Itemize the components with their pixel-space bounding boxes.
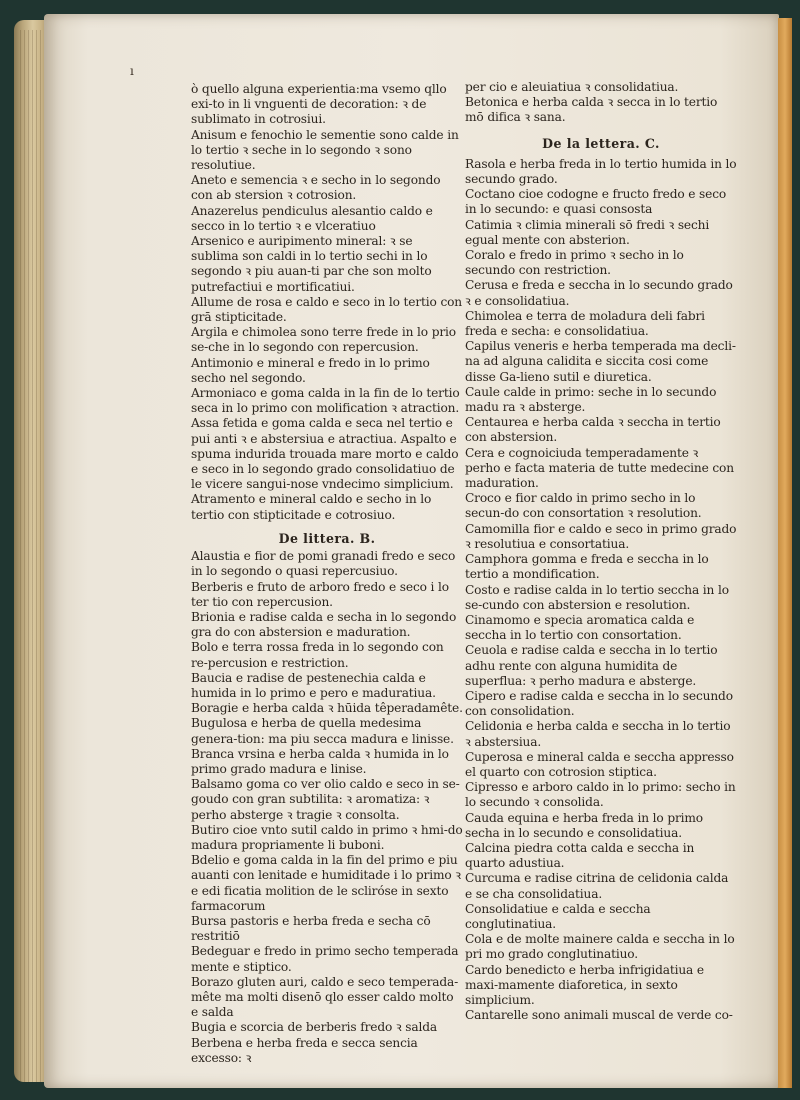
book-fore-edge <box>14 20 48 1082</box>
text-entry: Bursa pastoris e herba freda e secha cō restritiō <box>191 913 431 944</box>
text-entry: Bugia e scorcia de berberis fredo ꝛ salda <box>191 1020 437 1035</box>
text-entry: Atramento e mineral caldo e secho in lo tertio con stipticitade e cotrosiuo. <box>191 492 432 522</box>
text-entry: Croco e fior caldo in primo secho in lo secun-do con consortation ꝛ resolution. <box>465 491 702 521</box>
text-entry: Cantarelle sono animali muscal de verde co- <box>465 1008 733 1023</box>
text-entry: Allume de rosa e caldo e seco in lo tertio con grā stipticitade. <box>191 294 463 325</box>
text-entry: Bdelio e goma calda in la fin del primo e piu auanti con lenitade e humiditade i lo primo ꝛ e edi ficatia molition de le scliróse in sexto farmacorum <box>191 853 461 913</box>
text-entry: Baucia e radise de pestenechia calda e humida in lo primo e pero e maduratiua. <box>191 670 436 700</box>
text-entry: Camomilla fior e caldo e seco in primo grado ꝛ resolutiua e consortatiua. <box>465 521 737 551</box>
text-entry: Cipero e radise calda e seccha in lo secundo con consolidation. <box>465 688 733 719</box>
text-entry: Cera e cognoiciuda temperadamente ꝛ perho e facta materia de tutte medecine con maduration. <box>465 445 734 491</box>
text-entry: Balsamo goma co ver olio caldo e seco in se-goudo con gran subtilita: ꝛ aromatiza: ꝛ perho absterge ꝛ tragie ꝛ consolta. <box>191 777 460 822</box>
text-entry: Cipresso e arboro caldo in lo primo: secho in lo secundo ꝛ consolida. <box>465 780 736 810</box>
text-entry: per cio e aleuiatiua ꝛ consolidatiua. <box>465 80 679 94</box>
text-entry: Berbena e herba freda e secca sencia excesso: ꝛ <box>191 1035 418 1065</box>
text-entry: Cinamomo e specia aromatica calda e seccha in lo tertio con consortation. <box>465 612 695 643</box>
left-text-column <box>191 82 463 1066</box>
text-entry: Curcuma e radise citrina de celidonia calda e se cha consolidatiua. <box>465 871 729 901</box>
text-entry: Rasola e herba freda in lo tertio humida in lo secundo grado. <box>465 156 737 187</box>
text-entry: Butiro cioe vnto sutil caldo in primo ꝛ hmi-do madura propriamente li buboni. <box>191 822 463 852</box>
text-entry: Brionia e radise calda e secha in lo segondo gra do con abstersion e maduration. <box>191 609 457 640</box>
text-entry: Anazerelus pendiculus alesantio caldo e secco in lo tertio ꝛ e vlceratiuo <box>191 203 433 233</box>
book-right-edge <box>778 18 792 1088</box>
text-entry: Cerusa e freda e seccha in lo secundo grado ꝛ e consolidatiua. <box>465 278 733 308</box>
text-entry: Betonica e herba calda ꝛ secca in lo tertio mō difica ꝛ sana. <box>465 95 718 125</box>
text-entry: Boragie e herba calda ꝛ hūida têperadamête. <box>191 701 463 716</box>
text-entry: Coralo e fredo in primo ꝛ secho in lo secundo con restriction. <box>465 248 684 278</box>
text-entry: Branca vrsina e herba calda ꝛ humida in lo primo grado madura e linise. <box>191 746 449 776</box>
text-entry: Cuperosa e mineral calda e seccha appresso el quarto con cotrosion stiptica. <box>465 749 734 779</box>
text-entry: Calcina piedra cotta calda e seccha in quarto adustiua. <box>465 840 695 871</box>
text-entry: Ceuola e radise calda e seccha in lo tertio adhu rente con alguna humidita de superflua: ꝛ perho madura e absterge. <box>465 643 718 688</box>
text-entry: Centaurea e herba calda ꝛ seccha in tertio con abstersion. <box>465 415 721 445</box>
right-text-column <box>465 80 737 1023</box>
text-entry: Camphora gomma e freda e seccha in lo tertio a mondification. <box>465 552 709 582</box>
text-entry: Coctano cioe codogne e fructo fredo e seco in lo secundo: e quasi consosta <box>465 187 727 217</box>
text-entry: Argila e chimolea sono terre frede in lo prio se-che in lo segondo con repercusion. <box>191 325 456 355</box>
text-entry: Bolo e terra rossa freda in lo segondo con re-percusion e restriction. <box>191 640 444 670</box>
text-entry: Cauda equina e herba freda in lo primo secha in lo secundo e consolidatiua. <box>465 810 703 840</box>
text-entry: Borazo gluten auri, caldo e seco temperada-mête ma molti disenō qlo esser caldo molto e salda <box>191 974 459 1020</box>
section-heading: De la lettera. C. <box>542 135 660 151</box>
text-entry: Bedeguar e fredo in primo secho temperada mente e stiptico. <box>191 944 459 974</box>
text-entry: Capilus veneris e herba temperada ma decli-na ad alguna calidita e siccita cosi come disse Ga-lieno sutil e diuretica. <box>465 339 736 384</box>
text-entry: Armoniaco e goma calda in la fin de lo tertio seca in lo primo con molification ꝛ atraction. <box>191 386 460 416</box>
page-edge-lines <box>20 30 44 1082</box>
text-entry: Assa fetida e goma calda e seca nel tertio e pui anti ꝛ e abstersiua e atractiua. Aspalto e spuma indurida trouada mare morto e caldo e seco in lo segondo grado consolidatiuo de le vicere sangui-nose vndecimo simplicium. <box>191 416 459 492</box>
text-entry: Caule calde in primo: seche in lo secundo madu ra ꝛ absterge. <box>465 384 717 415</box>
text-entry: Arsenico e auripimento mineral: ꝛ se sublima son caldi in lo tertio sechi in lo segondo ꝛ piu auan-ti par che son molto putrefactiui e mortificatiui. <box>191 234 432 294</box>
text-entry: Cardo benedicto e herba infrigidatiua e maxi-mamente diaforetica, in sexto simplicium. <box>465 962 704 1007</box>
text-entry: Aneto e semencia ꝛ e secho in lo segondo con ab stersion ꝛ cotrosion. <box>191 173 441 203</box>
text-entry: Celidonia e herba calda e seccha in lo tertio ꝛ abstersiua. <box>465 719 731 749</box>
text-entry: Anisum e fenochio le sementie sono calde in lo tertio ꝛ seche in lo segondo ꝛ sono resolutiue. <box>191 127 459 173</box>
text-entry: Bugulosa e herba de quella medesima genera-tion: ma piu secca madura e linisse. <box>191 716 454 746</box>
text-entry: Costo e radise calda in lo tertio seccha in lo se-cundo con abstersion e resolution. <box>465 582 729 612</box>
text-entry: Cola e de molte mainere calda e seccha in lo pri mo grado conglutinatiuo. <box>465 932 735 962</box>
text-entry: Alaustia e fior de pomi granadi fredo e seco in lo segondo o quasi repercusiuo. <box>191 549 456 579</box>
text-entry: Consolidatiue e calda e seccha conglutinatiua. <box>465 901 651 931</box>
top-mark: ı <box>130 64 134 78</box>
section-heading: De littera. B. <box>278 530 376 546</box>
text-entry: ò quello alguna experientia:ma vsemo qllo exi-to in li vnguenti de decoration: ꝛ de sublimato in cotrosiui. <box>191 82 447 127</box>
text-entry: Antimonio e mineral e fredo in lo primo secho nel segondo. <box>191 355 430 385</box>
text-entry: Chimolea e terra de moladura deli fabri freda e secha: e consolidatiua. <box>465 308 705 339</box>
text-entry: Berberis e fruto de arboro fredo e seco i lo ter tio con repercusion. <box>191 579 449 609</box>
text-entry: Catimia ꝛ climia minerali sō fredi ꝛ sechi egual mente con absterion. <box>465 217 710 247</box>
